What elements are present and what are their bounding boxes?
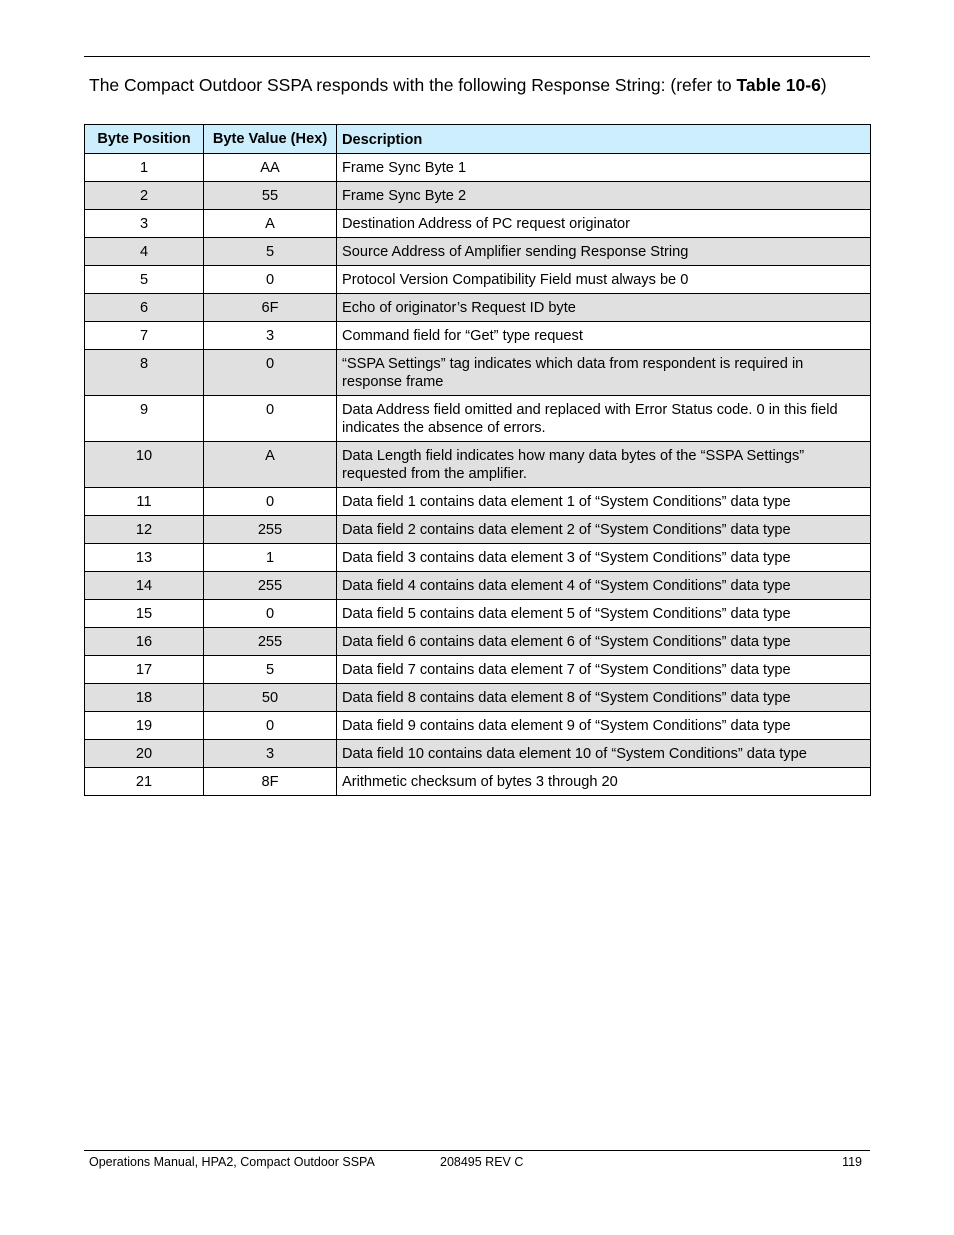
- cell-byte-position: 8: [85, 350, 204, 396]
- cell-byte-value: 6F: [204, 294, 337, 322]
- cell-byte-position: 21: [85, 768, 204, 796]
- cell-description: Data field 7 contains data element 7 of “System Conditions” data type: [337, 656, 871, 684]
- footer-rule: [84, 1150, 870, 1151]
- cell-byte-value: A: [204, 442, 337, 488]
- cell-byte-value: 0: [204, 350, 337, 396]
- cell-byte-position: 13: [85, 544, 204, 572]
- cell-byte-position: 4: [85, 238, 204, 266]
- cell-byte-position: 1: [85, 154, 204, 182]
- cell-byte-value: 255: [204, 628, 337, 656]
- cell-byte-position: 14: [85, 572, 204, 600]
- table-row: [85, 712, 871, 740]
- cell-byte-position: 19: [85, 712, 204, 740]
- table-row: [85, 740, 871, 768]
- cell-byte-position: 12: [85, 516, 204, 544]
- cell-description: Data field 10 contains data element 10 of “System Conditions” data type: [337, 740, 871, 768]
- cell-description: Source Address of Amplifier sending Response String: [337, 238, 871, 266]
- cell-byte-position: 17: [85, 656, 204, 684]
- table-row: [85, 544, 871, 572]
- cell-byte-position: 6: [85, 294, 204, 322]
- cell-byte-value: A: [204, 210, 337, 238]
- cell-byte-value: 55: [204, 182, 337, 210]
- cell-description: Data field 1 contains data element 1 of “System Conditions” data type: [337, 488, 871, 516]
- cell-description: Data field 3 contains data element 3 of “System Conditions” data type: [337, 544, 871, 572]
- cell-description: Command field for “Get” type request: [337, 322, 871, 350]
- cell-byte-value: 3: [204, 322, 337, 350]
- table-row: [85, 516, 871, 544]
- table-row: [85, 684, 871, 712]
- cell-byte-position: 16: [85, 628, 204, 656]
- table-row: [85, 396, 871, 442]
- cell-byte-value: 0: [204, 266, 337, 294]
- cell-description: Data field 5 contains data element 5 of “System Conditions” data type: [337, 600, 871, 628]
- intro-paragraph: [89, 75, 865, 96]
- cell-byte-value: 1: [204, 544, 337, 572]
- table-row: [85, 266, 871, 294]
- table-row: [85, 322, 871, 350]
- table-body: [85, 154, 871, 796]
- table-row: [85, 600, 871, 628]
- intro-text: The Compact Outdoor SSPA responds with the following Response String: (refer to: [89, 75, 737, 95]
- intro-close: ): [820, 75, 827, 95]
- table-row: [85, 182, 871, 210]
- cell-byte-value: AA: [204, 154, 337, 182]
- cell-description: Data field 6 contains data element 6 of “System Conditions” data type: [337, 628, 871, 656]
- cell-byte-position: 9: [85, 396, 204, 442]
- table-row: [85, 768, 871, 796]
- cell-description: Protocol Version Compatibility Field must always be 0: [337, 266, 871, 294]
- header-rule: [84, 56, 870, 57]
- cell-byte-position: 3: [85, 210, 204, 238]
- cell-byte-value: 3: [204, 740, 337, 768]
- cell-description: Data field 8 contains data element 8 of “System Conditions” data type: [337, 684, 871, 712]
- cell-byte-value: 0: [204, 488, 337, 516]
- table-row: [85, 628, 871, 656]
- cell-byte-value: 0: [204, 396, 337, 442]
- cell-byte-value: 255: [204, 516, 337, 544]
- table-reference: Table 10-6: [736, 75, 821, 95]
- table-row: [85, 154, 871, 182]
- header-description: Description: [337, 125, 871, 154]
- cell-description: Data field 2 contains data element 2 of “System Conditions” data type: [337, 516, 871, 544]
- cell-byte-value: 0: [204, 712, 337, 740]
- cell-byte-position: 7: [85, 322, 204, 350]
- table-row: [85, 488, 871, 516]
- cell-byte-value: 50: [204, 684, 337, 712]
- cell-byte-position: 15: [85, 600, 204, 628]
- cell-byte-value: 0: [204, 600, 337, 628]
- cell-byte-value: 255: [204, 572, 337, 600]
- table-header-row: [85, 125, 871, 154]
- footer-page-number: 119: [842, 1155, 862, 1169]
- cell-description: “SSPA Settings” tag indicates which data from respondent is required in response frame: [337, 350, 871, 396]
- cell-byte-position: 5: [85, 266, 204, 294]
- table-row: [85, 442, 871, 488]
- table-row: [85, 210, 871, 238]
- header-byte-value: Byte Value (Hex): [204, 125, 337, 154]
- cell-description: Data Address field omitted and replaced with Error Status code. 0 in this field indicates the absence of errors.: [337, 396, 871, 442]
- table-row: [85, 350, 871, 396]
- cell-byte-position: 20: [85, 740, 204, 768]
- table-row: [85, 294, 871, 322]
- cell-description: Frame Sync Byte 2: [337, 182, 871, 210]
- cell-byte-position: 2: [85, 182, 204, 210]
- cell-byte-value: 5: [204, 656, 337, 684]
- cell-byte-position: 10: [85, 442, 204, 488]
- cell-description: Frame Sync Byte 1: [337, 154, 871, 182]
- cell-byte-value: 8F: [204, 768, 337, 796]
- cell-description: Echo of originator’s Request ID byte: [337, 294, 871, 322]
- footer-manual-title: Operations Manual, HPA2, Compact Outdoor SSPA: [89, 1155, 375, 1169]
- table-row: [85, 572, 871, 600]
- cell-description: Data Length field indicates how many data bytes of the “SSPA Settings” requested from the amplifier.: [337, 442, 871, 488]
- cell-byte-position: 18: [85, 684, 204, 712]
- cell-description: Data field 9 contains data element 9 of “System Conditions” data type: [337, 712, 871, 740]
- cell-description: Arithmetic checksum of bytes 3 through 20: [337, 768, 871, 796]
- cell-description: Destination Address of PC request originator: [337, 210, 871, 238]
- cell-byte-value: 5: [204, 238, 337, 266]
- footer-document-number: 208495 REV C: [440, 1155, 524, 1169]
- table-row: [85, 238, 871, 266]
- cell-byte-position: 11: [85, 488, 204, 516]
- table-row: [85, 656, 871, 684]
- cell-description: Data field 4 contains data element 4 of “System Conditions” data type: [337, 572, 871, 600]
- header-byte-position: Byte Position: [85, 125, 204, 154]
- response-string-table: [84, 124, 871, 796]
